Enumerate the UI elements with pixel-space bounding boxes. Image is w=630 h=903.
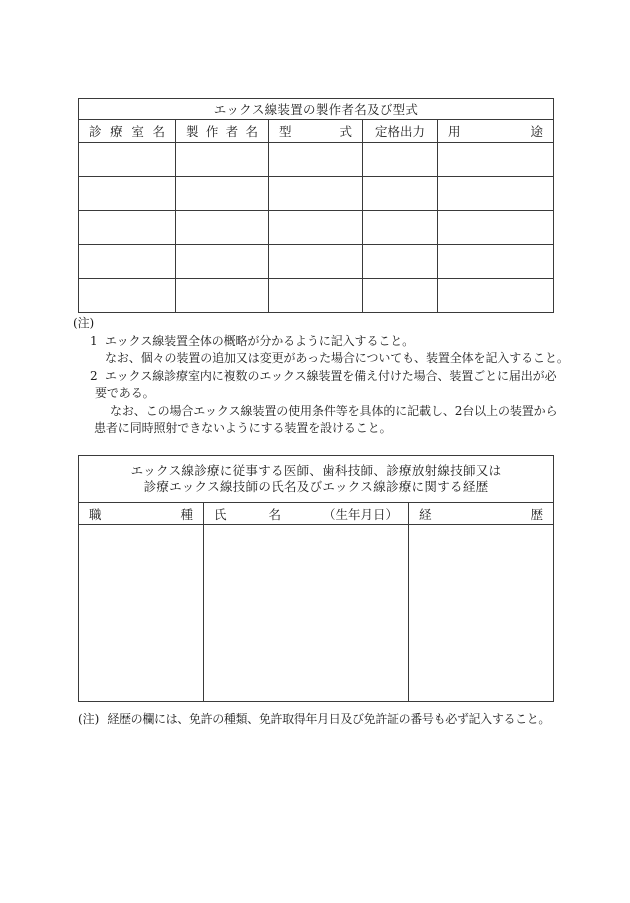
- header-token: 型: [279, 124, 292, 139]
- empty-cell: [438, 279, 554, 313]
- header-token: 療: [110, 124, 123, 139]
- note-item-2-supplement-continuation: 患者に同時照射できないようにする装置を設けること。: [94, 421, 392, 435]
- empty-cell: [269, 279, 363, 313]
- column-header-maker-label: [176, 122, 268, 140]
- header-token: 式: [339, 124, 352, 139]
- empty-cell: [438, 211, 554, 245]
- xray-personnel-table-header-row: [79, 503, 554, 525]
- note-item-2-continuation: 要である。: [95, 386, 155, 400]
- column-header-career: [409, 503, 554, 525]
- note-item-2: [73, 368, 565, 386]
- table-row: [79, 525, 554, 702]
- header-token: 氏: [214, 506, 227, 522]
- empty-cell: [438, 177, 554, 211]
- column-header-maker: [176, 120, 269, 143]
- table-row: [79, 211, 554, 245]
- table-row: [79, 177, 554, 211]
- header-token: 用: [448, 124, 461, 139]
- xray-personnel-table-title: [79, 456, 554, 503]
- empty-cell: [176, 279, 269, 313]
- column-header-use: [438, 120, 554, 143]
- header-token: 途: [530, 124, 544, 139]
- column-header-output: 定格出力: [363, 120, 438, 143]
- table-row: [79, 279, 554, 313]
- header-token: 職: [89, 506, 102, 522]
- career-note-label: (注): [78, 712, 100, 726]
- empty-cell: [269, 211, 363, 245]
- column-header-room-label: [79, 122, 175, 140]
- header-token: 歴: [530, 506, 544, 522]
- column-header-model: [269, 120, 363, 143]
- xray-personnel-table: [78, 455, 554, 702]
- empty-cell: [363, 245, 438, 279]
- empty-cell: [176, 143, 269, 177]
- header-token: 名: [245, 124, 258, 139]
- table-row: [79, 143, 554, 177]
- xray-device-table: [78, 98, 554, 313]
- table-row: [79, 245, 554, 279]
- empty-cell: [79, 177, 176, 211]
- header-token: 経: [419, 506, 432, 522]
- xray-device-table-header-row: [79, 120, 554, 143]
- empty-cell: [363, 279, 438, 313]
- empty-cell: [269, 245, 363, 279]
- column-header-career-label: [409, 505, 553, 523]
- header-token: 名: [268, 506, 281, 522]
- xray-personnel-table-title-row: [79, 456, 554, 503]
- note-item-1: [73, 333, 565, 351]
- empty-cell: [79, 525, 204, 702]
- header-token: 者: [225, 124, 239, 139]
- note-item-2-supplement: なお、この場合エックス線装置の使用条件等を具体的に記載し、2台以上の装置から: [110, 403, 558, 418]
- xray-device-table-title-row: [79, 99, 554, 120]
- title-line-1: エックス線診療に従事する医師、歯科技師、診療放射線技師又は: [130, 463, 502, 478]
- header-token: 種: [180, 506, 193, 522]
- empty-cell: [409, 525, 554, 702]
- header-token: 診: [89, 124, 102, 139]
- header-token: 名: [152, 124, 165, 139]
- column-header-job-type: [79, 503, 204, 525]
- note-item-1-continuation: なお、個々の装置の追加又は変更があった場合についても、装置全体を記入すること。: [105, 351, 569, 365]
- column-header-name-birthdate-label: [204, 505, 408, 523]
- note-item-2-text: エックス線診療室内に複数のエックス線装置を備え付けた場合、装置ごとに届出が必: [105, 368, 557, 383]
- career-note: [78, 710, 550, 727]
- empty-cell: [363, 211, 438, 245]
- xray-personnel-table-title-lines: [79, 463, 553, 495]
- empty-cell: [176, 211, 269, 245]
- column-header-room: [79, 120, 176, 143]
- column-header-name-birthdate: [204, 503, 409, 525]
- notes-label: (注): [73, 316, 95, 330]
- note-item-1-number: 1: [90, 333, 98, 348]
- empty-cell: [79, 211, 176, 245]
- empty-cell: [269, 177, 363, 211]
- column-header-use-label: [438, 122, 553, 140]
- empty-cell: [269, 143, 363, 177]
- empty-cell: [176, 245, 269, 279]
- empty-cell: [204, 525, 409, 702]
- xray-device-table-title: エックス線装置の製作者名及び型式: [79, 99, 554, 120]
- empty-cell: [79, 245, 176, 279]
- note-item-2-number: 2: [90, 368, 98, 383]
- empty-cell: [363, 143, 438, 177]
- header-token: 室: [131, 124, 144, 139]
- note-item-1-text: エックス線装置全体の概略が分かるように記入すること。: [105, 333, 415, 348]
- title-line-2: 診療エックス線技師の氏名及びエックス線診療に関する経歴: [143, 479, 489, 494]
- column-header-model-label: [269, 122, 362, 140]
- empty-cell: [438, 245, 554, 279]
- career-note-text: 経歴の欄には、免許の種類、免許取得年月日及び免許証の番号も必ず記入すること。: [107, 712, 551, 726]
- header-token: 作: [205, 124, 219, 139]
- empty-cell: [363, 177, 438, 211]
- notes-block: [73, 315, 569, 438]
- column-header-job-type-label: [79, 505, 203, 523]
- empty-cell: [79, 279, 176, 313]
- empty-cell: [176, 177, 269, 211]
- header-token: 製: [186, 124, 199, 139]
- empty-cell: [438, 143, 554, 177]
- empty-cell: [79, 143, 176, 177]
- header-token: （生年月日）: [322, 506, 398, 522]
